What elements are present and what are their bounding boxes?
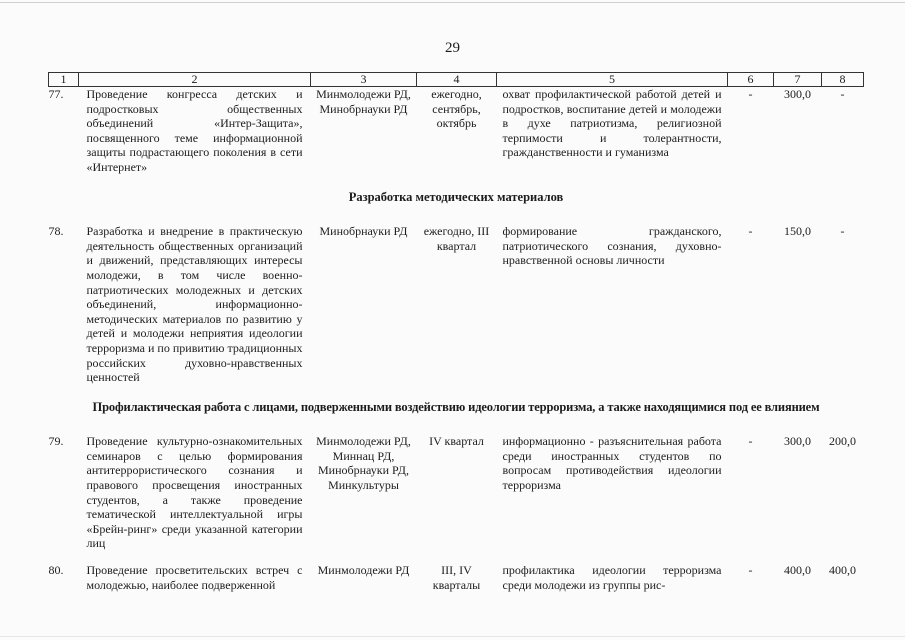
section-heading-row — [49, 175, 864, 225]
column-header: 3 — [311, 73, 417, 87]
funding-col8: - — [840, 87, 845, 101]
column-header: 5 — [497, 73, 728, 87]
page-number: 29 — [445, 40, 460, 56]
expected-result: формирование гражданского, патриотического сознания, духовно-нравственной основы личности — [502, 224, 722, 268]
funding-col6: - — [748, 87, 753, 101]
column-header: 6 — [728, 73, 774, 87]
funding-col8: 200,0 — [829, 434, 856, 449]
table-row — [49, 434, 864, 551]
funding-col7: 300,0 — [784, 434, 811, 449]
period: IV квартал — [429, 434, 484, 449]
period: ежегодно, III квартал — [423, 224, 490, 253]
period: III, IV кварталы — [432, 563, 481, 592]
measure-name: Проведение конгресса детских и подростковых общественных объединений «Интер-Защита», посвященного теме информационной защиты подрастающего поколения в сети «Интернет» — [86, 87, 303, 174]
executor: Минобрнауки РД — [319, 224, 408, 239]
period: ежегодно, сентябрь, октябрь — [431, 87, 482, 131]
funding-col8: 400,0 — [829, 563, 856, 578]
item-number: 80. — [48, 563, 64, 578]
funding-col6: - — [748, 434, 753, 449]
item-number: 78. — [48, 224, 64, 239]
scan-edge-line — [0, 2, 905, 3]
row-spacer — [49, 551, 864, 563]
executor: Минмолодежи РД — [317, 563, 410, 578]
column-header: 8 — [822, 73, 864, 87]
table-row — [49, 87, 864, 175]
funding-col8: - — [840, 224, 845, 239]
funding-col7: 300,0 — [784, 87, 811, 101]
funding-col7: 400,0 — [784, 563, 811, 578]
column-number-row — [49, 73, 864, 87]
column-header: 7 — [774, 73, 822, 87]
expected-result: охват профилактической работой детей и подростков, воспитание детей и молодежи в духе патриотизма, религиозной терпимости и толерантности, гражданственности и гуманизма — [502, 87, 722, 160]
scan-edge-line — [0, 636, 905, 637]
section-heading: Профилактическая работа с лицами, подверженными воздействию идеологии терроризма, а также находящимися под ее влиянием — [92, 399, 820, 414]
measure-name: Разработка и внедрение в практическую деятельность общественных организаций и движений, представляющих интересы молодежи, в том числе военно-патриотических молодежных и детских объединений, информационно-методических материалов по развитию у детей и молодежи неприятия идеологии терроризма и по привитию традиционных российских духовно-нравственных ценностей — [86, 224, 303, 385]
section-heading-row — [49, 385, 864, 435]
column-header: 2 — [79, 73, 311, 87]
funding-col7: 150,0 — [784, 224, 811, 239]
table-row — [49, 563, 864, 592]
column-header: 4 — [417, 73, 497, 87]
measures-table — [48, 72, 864, 592]
expected-result: информационно - разъяснительная работа среди иностранных студентов по вопросам противодействия идеологии терроризма — [502, 434, 722, 493]
table-row — [49, 224, 864, 385]
column-header: 1 — [49, 73, 79, 87]
executor: Минмолодежи РД, Минобрнауки РД — [316, 87, 411, 116]
funding-col6: - — [748, 563, 753, 578]
section-heading: Разработка методических материалов — [348, 189, 564, 204]
executor: Минмолодежи РД, Миннац РД, Минобрнауки РД, Минкультуры — [316, 434, 411, 493]
measure-name: Проведение культурно-ознакомительных семинаров с целью формирования антитеррористического сознания и правового просвещения иностранных студентов, а также проведение тематической интеллектуальной игры «Брейн-ринг» среди указанной категории лиц — [86, 434, 303, 551]
measure-name: Проведение просветительских встреч с молодежью, наиболее подверженной — [86, 563, 303, 592]
funding-col6: - — [748, 224, 753, 239]
item-number: 79. — [48, 434, 64, 449]
document-sheet — [48, 72, 863, 592]
expected-result: профилактика идеологии терроризма среди молодежи из группы рис- — [502, 563, 722, 592]
item-number: 77. — [48, 87, 64, 101]
